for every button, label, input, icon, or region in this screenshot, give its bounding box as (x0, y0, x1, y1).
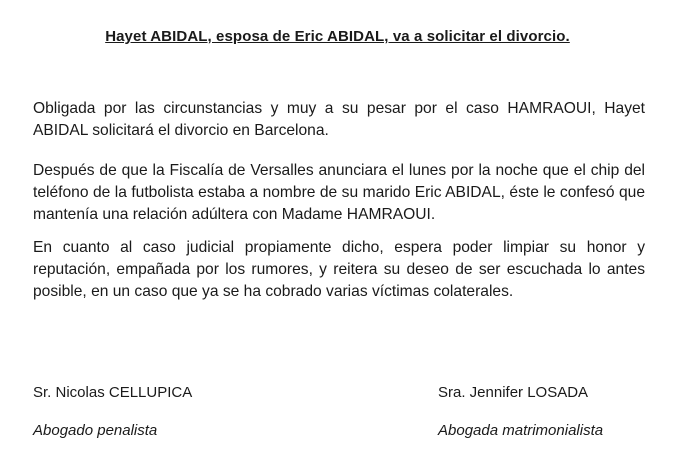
paragraph-3: En cuanto al caso judicial propiamente dicho, espera poder limpiar su honor y reputación, empañada por los rumores, y reitera su deseo de ser escuchada lo antes posible, en un caso que ya se ha cobrado varias víctimas colaterales. (33, 239, 645, 300)
paragraph-2: Después de que la Fiscalía de Versalles anunciara el lunes por la noche que el chip del teléfono de la futbolista estaba a nombre de su marido Eric ABIDAL, éste le confesó que mantenía una relación adúltera con Madame HAMRAOUI. (33, 162, 645, 223)
signature-right-name: Sra. Jennifer LOSADA (438, 384, 589, 401)
document-title: Hayet ABIDAL, esposa de Eric ABIDAL, va a solicitar el divorcio. (105, 28, 570, 45)
signature-right-role: Abogada matrimonialista (438, 422, 604, 439)
paragraph-1: Obligada por las circunstancias y muy a su pesar por el caso HAMRAOUI, Hayet ABIDAL solicitará el divorcio en Barcelona. (33, 100, 645, 139)
signature-left-role: Abogado penalista (33, 422, 158, 439)
signature-left-name: Sr. Nicolas CELLUPICA (33, 384, 193, 401)
